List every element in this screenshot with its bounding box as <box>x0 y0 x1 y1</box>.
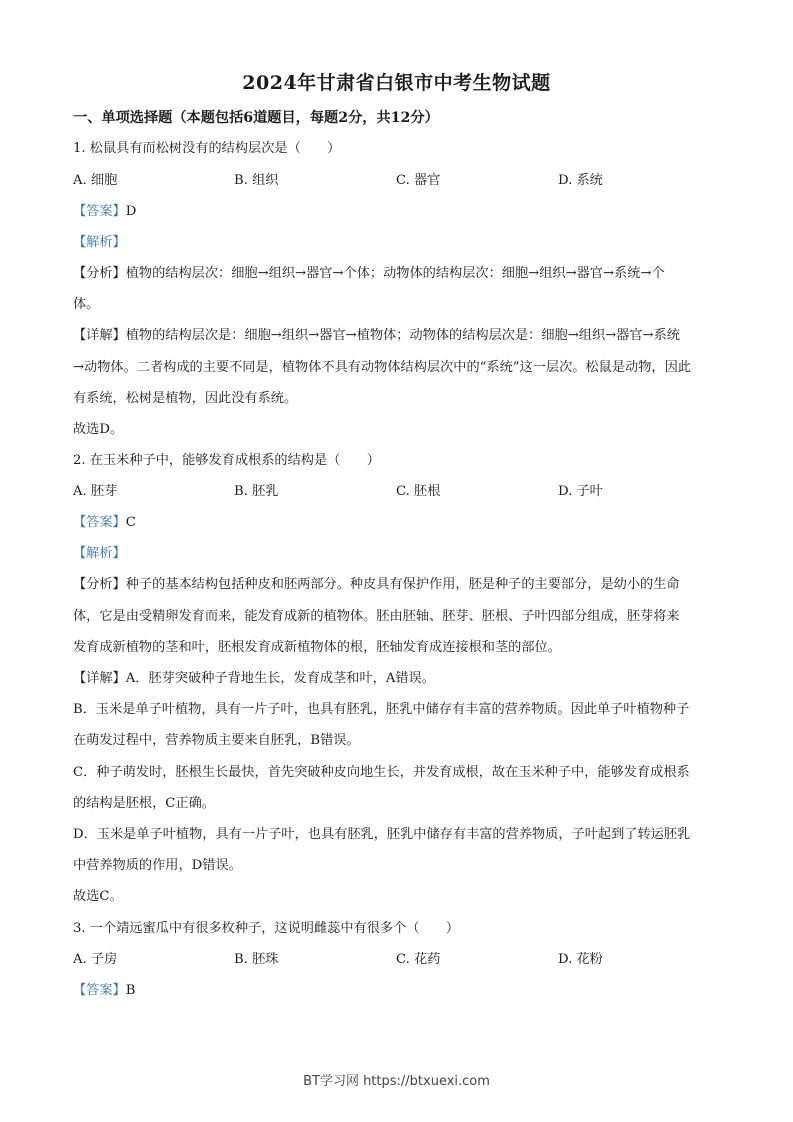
xiangjie-tag: 【详解】 <box>73 671 126 686</box>
answer-tag: 【答案】 <box>73 204 126 219</box>
q1-xiangjie-line-1 <box>73 326 725 346</box>
q1-fenxi-line-1 <box>73 264 725 284</box>
q2-option-d-analysis-1: D．玉米是单子叶植物，具有一片子叶，也具有胚乳，胚乳中储存有丰富的营养物质，子叶起到了转运胚乳 <box>73 827 691 842</box>
q2-option-c-analysis-2: 的结构是胚根，C正确。 <box>73 796 215 811</box>
question-2-stem: 2. 在玉米种子中，能够发育成根系的结构是（ ） <box>73 453 380 468</box>
question-3-stem: 3. 一个靖远蜜瓜中有很多枚种子，这说明雌蕊中有很多个（ ） <box>73 921 460 936</box>
q2-fenxi-line-1 <box>73 575 725 595</box>
q1-answer <box>73 202 725 222</box>
q1-option-b: B. 组织 <box>234 173 279 188</box>
section-heading: 一、单项选择题（本题包括6道题目，每题2分，共12分） <box>73 110 439 126</box>
fenxi-tag: 【分析】 <box>73 266 126 281</box>
q1-xiangjie-line-3: 有系统，松树是植物，因此没有系统。 <box>73 391 298 406</box>
q3-option-a: A. 子房 <box>73 952 118 967</box>
q2-option-c: C. 胚根 <box>396 484 441 499</box>
q1-option-d: D. 系统 <box>558 173 603 188</box>
answer-value: B <box>125 983 136 998</box>
fenxi-tag: 【分析】 <box>73 577 126 592</box>
q2-option-b-analysis-2: 在萌发过程中，营养物质主要来自胚乳，B错误。 <box>73 733 360 748</box>
q2-option-c-analysis-1: C．种子萌发时，胚根生长最快，首先突破种皮向地生长，并发育成根，故在玉米种子中，能够发育成根系 <box>73 765 690 780</box>
q3-answer <box>73 981 725 1001</box>
q1-jiexi-tag: 【解析】 <box>73 235 126 250</box>
xiangjie-tag: 【详解】 <box>73 328 126 343</box>
answer-value: D <box>125 204 137 219</box>
q2-jiexi-tag: 【解析】 <box>73 546 126 561</box>
q2-xiangjie-line-1 <box>73 669 725 689</box>
q3-option-c: C. 花药 <box>396 952 441 967</box>
q2-fenxi-line-3: 发育成新植物的茎和叶，胚根发育成新植物体的根，胚轴发育成连接根和茎的部位。 <box>73 640 561 655</box>
fenxi-text: 种子的基本结构包括种皮和胚两部分。种皮具有保护作用，胚是种子的主要部分，是幼小的生命 <box>125 577 680 592</box>
footer-watermark: BT学习网 https://btxuexi.com <box>303 1074 490 1089</box>
q1-xiangjie-line-2: →动物体。二者构成的主要不同是，植物体不具有动物体结构层次中的“系统”这一层次。松鼠是动物，因此 <box>73 360 691 375</box>
q1-option-a: A. 细胞 <box>73 173 118 188</box>
q1-fenxi-line-2: 体。 <box>73 297 100 312</box>
question-1-stem: 1. 松鼠具有而松树没有的结构层次是（ ） <box>73 141 341 156</box>
answer-tag: 【答案】 <box>73 515 126 530</box>
q2-option-d: D. 子叶 <box>558 484 603 499</box>
q1-option-c: C. 器官 <box>396 173 441 188</box>
xiangjie-text: A．胚芽突破种子背地生长，发育成茎和叶，A错误。 <box>125 671 435 686</box>
page-title: 2024年甘肃省白银市中考生物试题 <box>242 72 551 94</box>
q2-option-a: A. 胚芽 <box>73 484 118 499</box>
q2-option-b-analysis-1: B．玉米是单子叶植物，具有一片子叶，也具有胚乳，胚乳中储存有丰富的营养物质。因此单子叶植物种子 <box>73 702 690 717</box>
answer-tag: 【答案】 <box>73 983 126 998</box>
q2-fenxi-line-2: 体，它是由受精卵发育而来，能发育成新的植物体。胚由胚轴、胚芽、胚根、子叶四部分组成，胚芽将来 <box>73 609 680 624</box>
q2-option-b: B. 胚乳 <box>234 484 279 499</box>
q3-option-d: D. 花粉 <box>558 952 603 967</box>
q3-option-b: B. 胚珠 <box>234 952 279 967</box>
q2-answer <box>73 513 725 533</box>
q1-conclusion: 故选D。 <box>73 422 124 437</box>
q2-option-d-analysis-2: 中营养物质的作用，D错误。 <box>73 858 242 873</box>
answer-value: C <box>125 515 136 530</box>
xiangjie-text: 植物的结构层次是：细胞→组织→器官→植物体；动物体的结构层次是：细胞→组织→器官→系统 <box>125 328 680 343</box>
q2-conclusion: 故选C。 <box>73 889 123 904</box>
fenxi-text: 植物的结构层次：细胞→组织→器官→个体；动物体的结构层次：细胞→组织→器官→系统→个 <box>125 266 665 281</box>
